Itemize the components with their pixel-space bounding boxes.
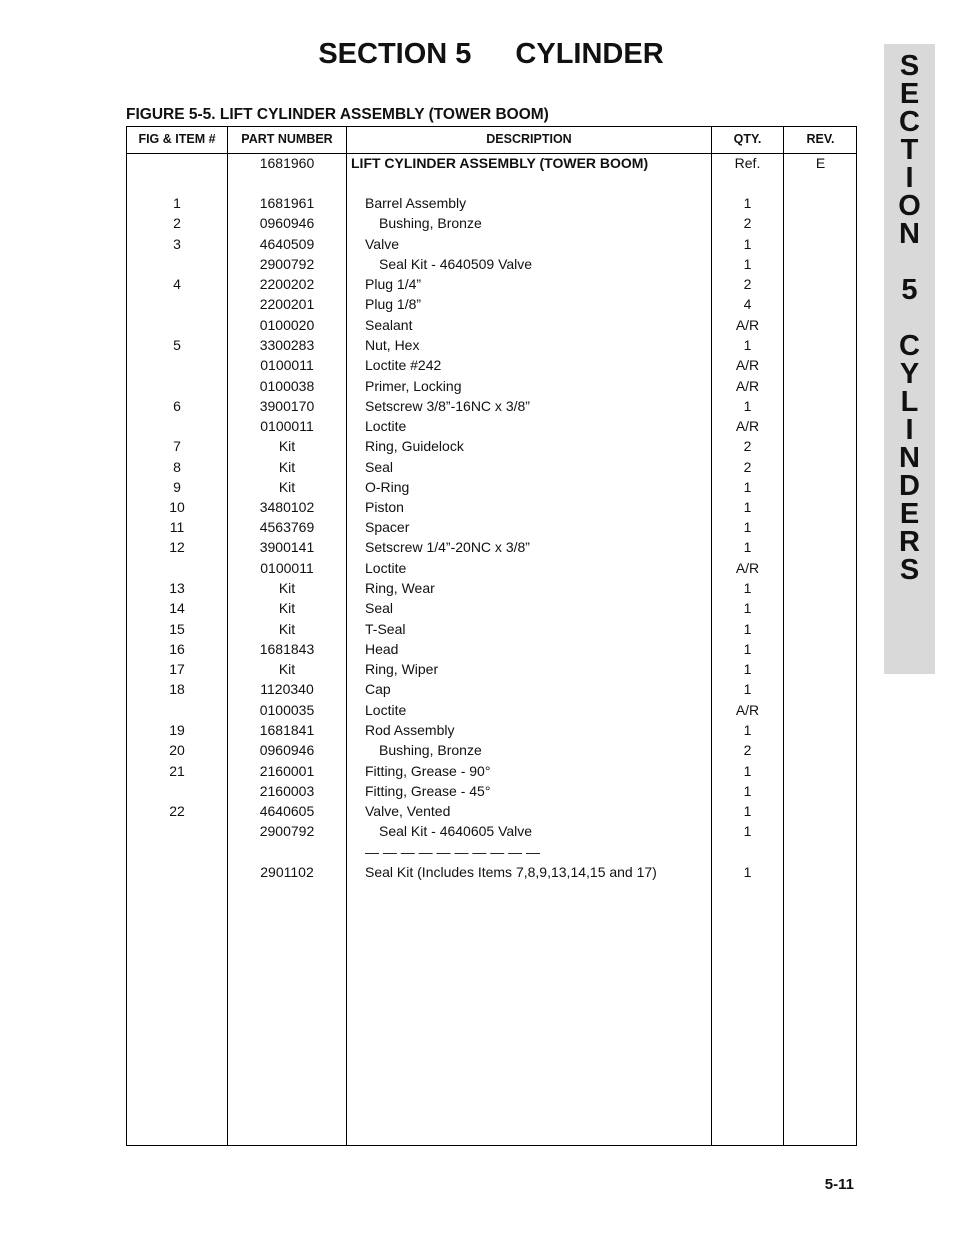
part-number-cell: 2200201: [259, 296, 315, 312]
part-number-cell: Kit: [278, 621, 296, 637]
description-cell: Spacer: [365, 519, 410, 535]
description-cell: Bushing, Bronze: [379, 215, 482, 231]
part-number-cell: 1681961: [259, 195, 315, 211]
qty-cell: 1: [743, 499, 752, 515]
side-tab-letter: I: [905, 162, 914, 194]
table-row: [127, 355, 856, 375]
part-number-cell: 0960946: [259, 215, 315, 231]
part-number-cell: 3300283: [259, 337, 315, 353]
description-cell: Loctite: [365, 560, 407, 576]
fig-item-cell: 18: [169, 681, 185, 697]
part-number-cell: 0100011: [260, 418, 314, 434]
qty-cell: 2: [743, 459, 752, 475]
table-row: [127, 639, 856, 659]
side-tab-letter: N: [899, 442, 920, 474]
part-number-cell: 2160003: [259, 783, 315, 799]
header-description: DESCRIPTION: [486, 132, 572, 146]
fig-item-cell: 14: [169, 600, 185, 616]
fig-item-cell: 10: [169, 499, 185, 515]
side-tab-letter: L: [900, 386, 919, 418]
qty-cell: 1: [743, 479, 752, 495]
qty-cell: 1: [743, 580, 752, 596]
qty-cell: 1: [743, 195, 752, 211]
qty-cell: 1: [743, 783, 752, 799]
table-row: [127, 740, 856, 760]
qty-cell: A/R: [735, 418, 760, 434]
part-number-cell: 3900141: [259, 539, 315, 555]
qty-cell: 1: [743, 600, 752, 616]
qty-cell: 1: [743, 803, 752, 819]
description-cell: LIFT CYLINDER ASSEMBLY (TOWER BOOM): [351, 155, 649, 171]
fig-item-cell: 15: [169, 621, 185, 637]
table-row: [127, 497, 856, 517]
description-cell: Loctite: [365, 702, 407, 718]
side-tab-letter: O: [898, 190, 921, 222]
table-row: [127, 821, 856, 841]
description-cell: Fitting, Grease - 90°: [365, 763, 491, 779]
table-row: [127, 801, 856, 821]
fig-item-cell: 4: [173, 276, 181, 292]
table-row: [127, 619, 856, 639]
part-number-cell: Kit: [278, 580, 296, 596]
table-row: [127, 781, 856, 801]
table-row: [127, 842, 856, 862]
qty-cell: Ref.: [734, 155, 761, 171]
part-number-cell: Kit: [278, 479, 296, 495]
table-row: [127, 416, 856, 436]
table-row: [127, 153, 856, 173]
fig-item-cell: 8: [173, 459, 181, 475]
part-number-cell: 2160001: [259, 763, 315, 779]
description-cell: O-Ring: [365, 479, 410, 495]
description-cell: Sealant: [365, 317, 413, 333]
table-row: [127, 315, 856, 335]
description-cell: Seal Kit - 4640509 Valve: [379, 256, 533, 272]
part-number-cell: Kit: [278, 661, 296, 677]
fig-item-cell: 16: [169, 641, 185, 657]
table-row: [127, 578, 856, 598]
qty-cell: 4: [743, 296, 752, 312]
qty-cell: 1: [743, 763, 752, 779]
part-number-cell: 2200202: [259, 276, 315, 292]
side-tab-letter: T: [900, 134, 919, 166]
description-cell: Piston: [365, 499, 404, 515]
side-tab-letter: R: [899, 526, 920, 558]
table-row: [127, 193, 856, 213]
part-number-cell: 2900792: [259, 256, 315, 272]
part-number-cell: 0100011: [260, 560, 314, 576]
description-cell: Ring, Guidelock: [365, 438, 464, 454]
description-cell: Rod Assembly: [365, 722, 455, 738]
part-number-cell: Kit: [278, 459, 296, 475]
table-row: [127, 376, 856, 396]
table-row: [127, 720, 856, 740]
table-row: [127, 436, 856, 456]
qty-cell: 2: [743, 438, 752, 454]
qty-cell: A/R: [735, 702, 760, 718]
qty-cell: 1: [743, 641, 752, 657]
description-cell: Plug 1/8”: [365, 296, 422, 312]
part-number-cell: 0960946: [259, 742, 315, 758]
qty-cell: 2: [743, 742, 752, 758]
section-side-tab: [884, 44, 935, 674]
description-cell: Setscrew 3/8”-16NC x 3/8”: [365, 398, 530, 414]
table-row: [127, 679, 856, 699]
table-row: [127, 558, 856, 578]
qty-cell: 1: [743, 539, 752, 555]
part-number-cell: 0100011: [260, 357, 314, 373]
qty-cell: A/R: [735, 560, 760, 576]
description-cell: Cap: [365, 681, 391, 697]
rev-cell: E: [815, 155, 826, 171]
part-number-cell: 0100038: [259, 378, 315, 394]
description-cell: Head: [365, 641, 399, 657]
qty-cell: 1: [743, 864, 752, 880]
qty-cell: 2: [743, 276, 752, 292]
side-tab-letter: Y: [899, 358, 920, 390]
fig-item-cell: 9: [173, 479, 181, 495]
table-row: [127, 274, 856, 294]
table-row: [127, 294, 856, 314]
table-row: [127, 477, 856, 497]
side-tab-letter: C: [899, 106, 920, 138]
qty-cell: 1: [743, 519, 752, 535]
description-cell: Nut, Hex: [365, 337, 420, 353]
part-number-cell: 0100020: [259, 317, 315, 333]
qty-cell: 1: [743, 722, 752, 738]
qty-cell: 1: [743, 661, 752, 677]
description-cell: Seal: [365, 459, 394, 475]
table-row: [127, 213, 856, 233]
qty-cell: A/R: [735, 378, 760, 394]
header-qty: QTY.: [733, 132, 762, 146]
table-row: [127, 862, 856, 882]
part-number-cell: 3900170: [259, 398, 315, 414]
page-number: 5-11: [824, 1176, 854, 1193]
side-tab-letter: D: [899, 470, 920, 502]
description-cell: Valve: [365, 236, 399, 252]
part-number-cell: Kit: [278, 600, 296, 616]
table-row: [127, 234, 856, 254]
description-cell: Primer, Locking: [365, 378, 462, 394]
qty-cell: 1: [743, 256, 752, 272]
qty-cell: A/R: [735, 357, 760, 373]
fig-item-cell: 19: [169, 722, 185, 738]
header-item: FIG & ITEM #: [138, 132, 216, 146]
table-row: [127, 761, 856, 781]
side-tab-letter: N: [899, 218, 920, 250]
qty-cell: 1: [743, 681, 752, 697]
side-tab-letter: S: [899, 554, 920, 586]
qty-cell: 2: [743, 215, 752, 231]
side-tab-letter: S: [899, 50, 920, 82]
table-row: [127, 254, 856, 274]
description-cell: Bushing, Bronze: [379, 742, 482, 758]
description-cell: Seal Kit - 4640605 Valve: [379, 823, 533, 839]
part-number-cell: 4563769: [259, 519, 315, 535]
part-number-cell: 3480102: [259, 499, 315, 515]
fig-item-cell: 17: [169, 661, 185, 677]
part-number-cell: 2900792: [259, 823, 315, 839]
fig-item-cell: 2: [173, 215, 181, 231]
qty-cell: 1: [743, 621, 752, 637]
fig-item-cell: 11: [169, 519, 185, 535]
description-cell: Barrel Assembly: [365, 195, 467, 211]
description-cell: Seal: [365, 600, 394, 616]
qty-cell: 1: [743, 236, 752, 252]
fig-item-cell: 21: [169, 763, 185, 779]
fig-item-cell: 1: [173, 195, 181, 211]
page-title: [0, 38, 954, 71]
side-tab-letter: I: [905, 414, 914, 446]
table-row: [127, 396, 856, 416]
figure-caption: FIGURE 5-5. LIFT CYLINDER ASSEMBLY (TOWER BOOM): [126, 106, 549, 123]
description-cell: Loctite #242: [365, 357, 442, 373]
table-row: [127, 598, 856, 618]
part-number-cell: 4640509: [259, 236, 315, 252]
part-number-cell: 1681843: [259, 641, 315, 657]
description-cell: Valve, Vented: [365, 803, 451, 819]
description-cell: — — — — — — — — — —: [365, 844, 541, 860]
fig-item-cell: 3: [173, 236, 181, 252]
part-number-cell: 2901102: [260, 864, 314, 880]
side-tab-letter: 5: [901, 274, 918, 306]
description-cell: Loctite: [365, 418, 407, 434]
fig-item-cell: 12: [169, 539, 185, 555]
section-number: SECTION 5: [318, 38, 472, 70]
side-tab-letter: C: [899, 330, 920, 362]
side-tab-letter: E: [899, 78, 920, 110]
fig-item-cell: 13: [169, 580, 185, 596]
description-cell: Ring, Wiper: [365, 661, 439, 677]
description-cell: Ring, Wear: [365, 580, 435, 596]
part-number-cell: 0100035: [259, 702, 315, 718]
part-number-cell: 4640605: [259, 803, 315, 819]
description-cell: T-Seal: [365, 621, 406, 637]
table-row: [127, 457, 856, 477]
part-number-cell: Kit: [278, 438, 296, 454]
header-rev: REV.: [806, 132, 835, 146]
parts-table: [126, 126, 857, 1146]
fig-item-cell: 6: [173, 398, 181, 414]
part-number-cell: 1681841: [259, 722, 315, 738]
qty-cell: 1: [743, 398, 752, 414]
fig-item-cell: 7: [173, 438, 181, 454]
qty-cell: A/R: [735, 317, 760, 333]
description-cell: Setscrew 1/4”-20NC x 3/8”: [365, 539, 530, 555]
fig-item-cell: 22: [169, 803, 185, 819]
description-cell: Plug 1/4”: [365, 276, 422, 292]
table-row: [127, 700, 856, 720]
description-cell: Fitting, Grease - 45°: [365, 783, 491, 799]
header-part-number: PART NUMBER: [241, 132, 333, 146]
fig-item-cell: 5: [173, 337, 181, 353]
part-number-cell: 1681960: [259, 155, 315, 171]
table-row: [127, 517, 856, 537]
part-number-cell: 1120340: [260, 681, 314, 697]
table-row: [127, 659, 856, 679]
fig-item-cell: 20: [169, 742, 185, 758]
section-topic: CYLINDER: [515, 38, 664, 70]
description-cell: Seal Kit (Includes Items 7,8,9,13,14,15 and 17): [365, 864, 657, 880]
table-row: [127, 335, 856, 355]
side-tab-letter: E: [899, 498, 920, 530]
qty-cell: 1: [743, 337, 752, 353]
table-row: [127, 537, 856, 557]
qty-cell: 1: [743, 823, 752, 839]
